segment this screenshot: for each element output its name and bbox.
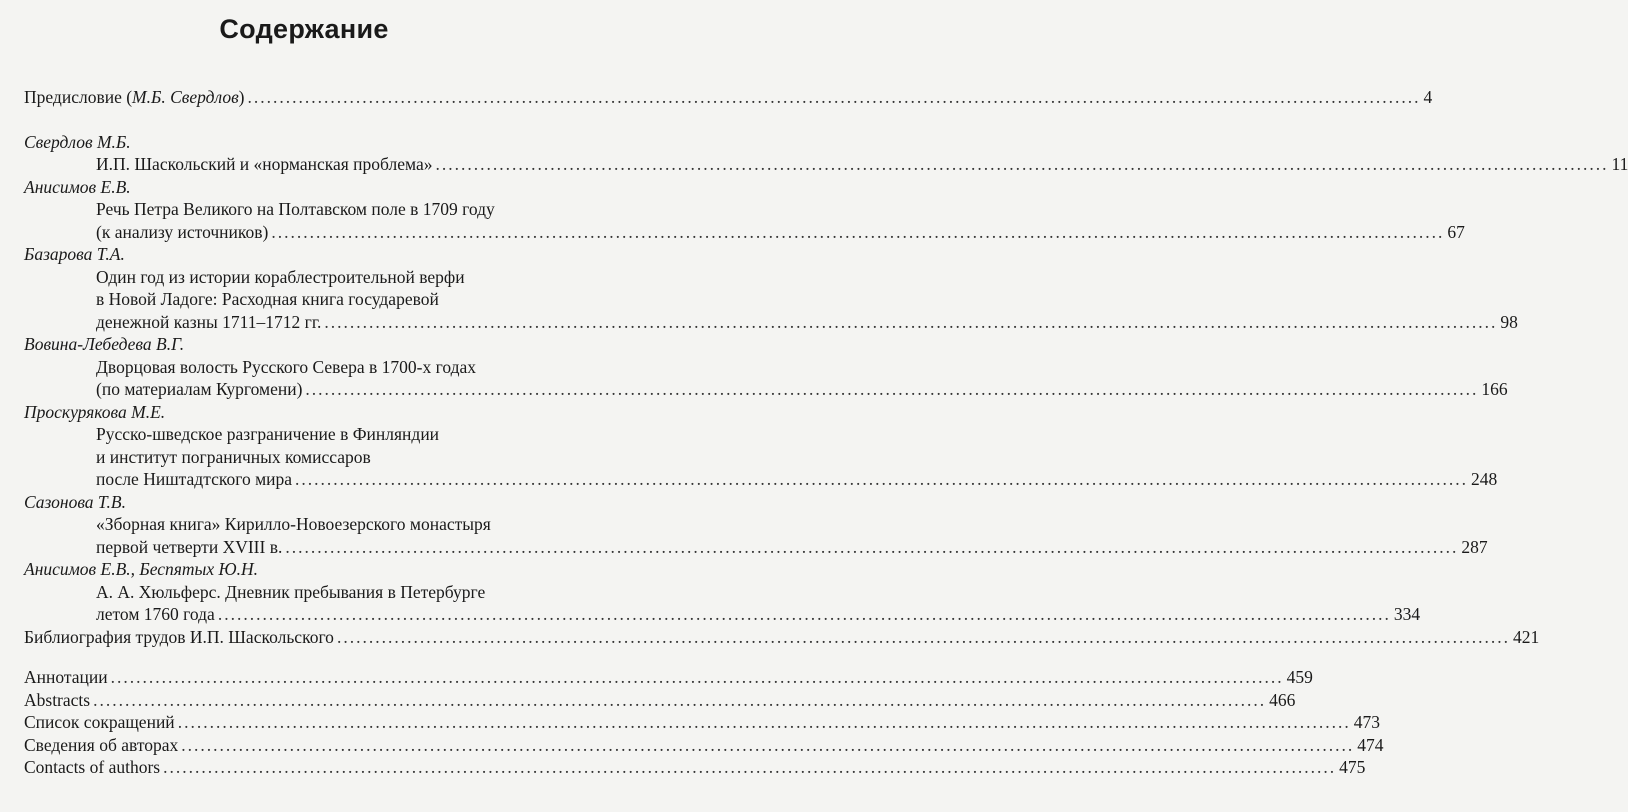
toc-row-back-matter xyxy=(24,689,1296,712)
page-number: 421 xyxy=(1512,626,1540,647)
dot-leader xyxy=(178,711,1351,734)
table-of-contents xyxy=(24,86,1628,779)
toc-preface-text xyxy=(24,86,245,109)
article-title-line: «Зборная книга» Кирилло-Новоезерского монастыря xyxy=(96,514,491,534)
toc-article xyxy=(24,131,1628,176)
toc-row-back-matter xyxy=(24,734,1384,757)
page-title: Содержание xyxy=(219,14,389,44)
toc-entry-text: (по материалам Кургомени) xyxy=(96,379,303,399)
page-number: 459 xyxy=(1286,667,1313,687)
toc-article xyxy=(24,491,1488,559)
toc-row-article xyxy=(24,536,1488,559)
article-title-line: А. А. Хюльферс. Дневник пребывания в Петербурге xyxy=(96,581,486,602)
page-number: 334 xyxy=(1393,604,1421,624)
toc-entry-text: Сведения об авторах xyxy=(24,734,179,755)
toc-row-preface xyxy=(24,86,1433,109)
toc-row-article xyxy=(24,603,1421,626)
article-author: Свердлов М.Б. xyxy=(24,131,131,152)
dot-leader xyxy=(181,734,1354,757)
dot-leader xyxy=(93,689,1266,712)
page-number: 474 xyxy=(1357,734,1384,755)
toc-article xyxy=(24,333,1508,401)
toc-row-article xyxy=(24,153,1628,176)
dot-leader xyxy=(305,378,1478,401)
toc-entry-text: (к анализу источников) xyxy=(96,221,269,242)
article-title-line: Дворцовая волость Русского Севера в 1700-х годах xyxy=(96,356,476,377)
dot-leader xyxy=(163,756,1336,779)
page-number: 475 xyxy=(1339,757,1366,777)
dot-leader xyxy=(218,603,1391,626)
toc-entry-text: Список сокращений xyxy=(24,712,175,732)
toc-row-back-matter xyxy=(24,711,1380,734)
dot-leader xyxy=(111,666,1284,689)
toc-entry-text: денежной казны 1711–1712 гг. xyxy=(96,311,322,332)
article-title-line: Речь Петра Великого на Полтавском поле в 1709 году xyxy=(96,199,495,219)
article-author: Проскурякова М.Е. xyxy=(24,401,166,422)
toc-entries xyxy=(24,131,1628,626)
article-author: Анисимов Е.В., Беспятых Ю.Н. xyxy=(24,559,259,579)
article-title-line: Русско-шведское разграничение в Финляндии xyxy=(96,424,440,444)
toc-entry-text: Аннотации xyxy=(24,667,108,687)
toc-article xyxy=(24,401,1498,491)
preface-author: М.Б. Свердлов xyxy=(132,87,239,107)
toc-entry-text: после Ништадтского мира xyxy=(96,469,293,489)
page-number: 98 xyxy=(1500,311,1518,332)
article-title-line: и институт пограничных комиссаров xyxy=(96,446,371,467)
spacer xyxy=(24,648,594,666)
dot-leader xyxy=(271,221,1444,244)
toc-entry-text: первой четверти XVIII в. xyxy=(96,536,283,557)
page-number: 248 xyxy=(1471,469,1498,489)
toc-row-article xyxy=(24,311,1518,334)
article-author: Анисимов Е.В. xyxy=(24,176,131,197)
page-number: 166 xyxy=(1481,379,1508,399)
preface-suffix: ) xyxy=(238,87,245,107)
article-title-line: Один год из истории кораблестроительной верфи xyxy=(96,266,465,287)
toc-row-article xyxy=(24,378,1508,401)
dot-leader xyxy=(436,153,1609,176)
article-author: Базарова Т.А. xyxy=(24,244,125,264)
toc-row-back-matter xyxy=(24,756,1366,779)
article-title-line: в Новой Ладоге: Расходная книга государевой xyxy=(96,289,439,309)
toc-row-bibliography xyxy=(24,626,1540,649)
dot-leader xyxy=(295,468,1468,491)
dot-leader xyxy=(324,311,1497,334)
toc-entry-text: летом 1760 года xyxy=(96,604,215,624)
dot-leader xyxy=(248,86,1421,109)
article-author: Сазонова Т.В. xyxy=(24,491,126,512)
toc-row-back-matter xyxy=(24,666,1313,689)
page-number: 473 xyxy=(1353,712,1380,732)
preface-prefix: Предисловие ( xyxy=(24,87,133,107)
bibliography-text: Библиография трудов И.П. Шаскольского xyxy=(24,626,334,647)
dot-leader xyxy=(285,536,1458,559)
toc-article xyxy=(24,558,1421,626)
page-number: 11 xyxy=(1611,154,1628,174)
toc-row-article xyxy=(24,468,1498,491)
toc-entry-text: Abstracts xyxy=(24,689,91,710)
toc-row-article xyxy=(24,221,1465,244)
toc-article xyxy=(24,176,1465,244)
page-number: 67 xyxy=(1447,221,1465,242)
spacer xyxy=(24,109,594,131)
toc-article xyxy=(24,243,1518,333)
article-author: Вовина-Лебедева В.Г. xyxy=(24,334,185,354)
dot-leader xyxy=(337,626,1510,649)
toc-entry-text: И.П. Шаскольский и «норманская проблема» xyxy=(96,154,433,174)
page-number: 287 xyxy=(1461,536,1488,557)
page-number: 466 xyxy=(1269,689,1296,710)
page-number: 4 xyxy=(1423,87,1433,107)
toc-back-matter xyxy=(24,666,1384,779)
toc-entry-text: Contacts of authors xyxy=(24,757,161,777)
